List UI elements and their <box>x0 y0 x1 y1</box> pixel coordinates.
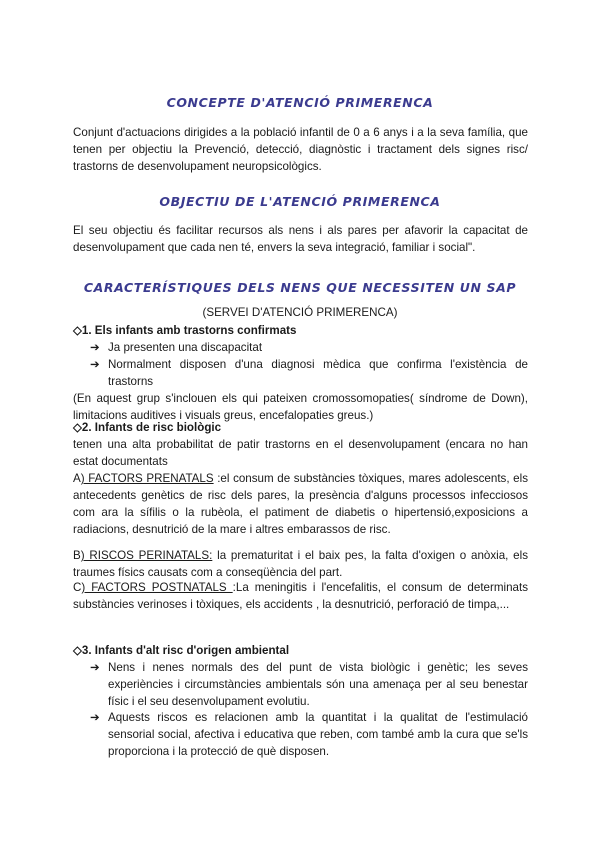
arrow-icon: ➔ <box>90 711 100 724</box>
heading-objectiu: OBJECTIU DE L'ATENCIÓ PRIMERENCA <box>159 194 441 209</box>
arrow-icon: ➔ <box>90 661 100 674</box>
section-1-title: ◇1. Els infants amb trastorns confirmats <box>73 324 297 337</box>
arrow-icon: ➔ <box>90 341 100 354</box>
arrow-icon: ➔ <box>90 358 100 371</box>
section-1-note: (En aquest grup s'inclouen els qui pateixen cromossomopaties( síndrome de Down), limitacions auditives i visuals greus, encefalopaties greus.) <box>73 392 528 422</box>
section-2-intro: tenen una alta probabilitat de patir trastorns en el desenvolupament (encara no han estat documentats <box>73 438 528 468</box>
heading-caracteristiques: CARACTERÍSTIQUES DELS NENS QUE NECESSITEN UN SAP <box>83 280 517 295</box>
riscos-perinatals-label: ) RISCOS PERINATALS: <box>80 549 213 562</box>
section-2-factor-a: A) FACTORS PRENATALS :el consum de substàncies tòxiques, mares adolescents, els antecedents genètics de risc dels pares, la presència d'alguns processos infecciosos com ara la sífilis o la rubèola, el patiment de diabetis o hipertensió,exposicions a radiacions, desnutrició de la mare i altres embarassos de risc. <box>73 472 528 536</box>
section-2-factor-c: C) FACTORS POSTNATALS :La meningitis i l'encefalitis, el consum de determinats substàncies verinoses i tòxiques, els accidents , la desnutrició, perforació de timpa,... <box>73 581 529 611</box>
section-2-title: ◇2. Infants de risc biològic <box>73 421 222 434</box>
section-2-factor-b: B) RISCOS PERINATALS: la prematuritat i el baix pes, la falta d'oxigen o anòxia, els traumes físics causats com a conseqüència del part. <box>73 549 528 579</box>
section-1-bullet-1: ➔ Ja presenten una discapacitat <box>90 341 263 354</box>
section-3-title: ◇3. Infants d'alt risc d'origen ambiental <box>73 644 290 657</box>
heading-concepte: CONCEPTE D'ATENCIÓ PRIMERENCA <box>166 95 434 110</box>
subtitle-sap: (SERVEI D'ATENCIÓ PRIMERENCA) <box>202 306 398 319</box>
factors-postnatals-label: ) FACTORS POSTNATALS <box>81 581 233 594</box>
paragraph-objectiu: El seu objectiu és facilitar recursos als nens i als pares per afavorir la capacitat de desenvolupament que cada nen té, envers la seva integració, familiar i social". <box>73 224 528 254</box>
section-3-bullet-2: ➔ Aquests riscos es relacionen amb la quantitat i la qualitat de l'estimulació sensorial social, afectiva i educativa que reben, com també amb la cura que se'ls proporciona i la protecció de què disposen. <box>90 711 528 758</box>
paragraph-concepte: Conjunt d'actuacions dirigides a la població infantil de 0 a 6 anys i a la seva família, que tenen per objectiu la Prevenció, detecció, diagnòstic i tractament dels signes risc/ trastorns de desenvolupament neuropsicològics. <box>73 126 528 173</box>
section-1-bullet-2: ➔ Normalment disposen d'una diagnosi mèdica que confirma l'existència de trastorns <box>90 358 528 388</box>
section-3-bullet-1: ➔ Nens i nenes normals des del punt de vista biològic i genètic; les seves experiències i circumstàncies ambientals són una amenaça per al seu benestar físic i el seu desenvolupament evolutiu. <box>90 661 528 708</box>
factors-prenatals-label: ) FACTORS PRENATALS <box>80 472 214 485</box>
